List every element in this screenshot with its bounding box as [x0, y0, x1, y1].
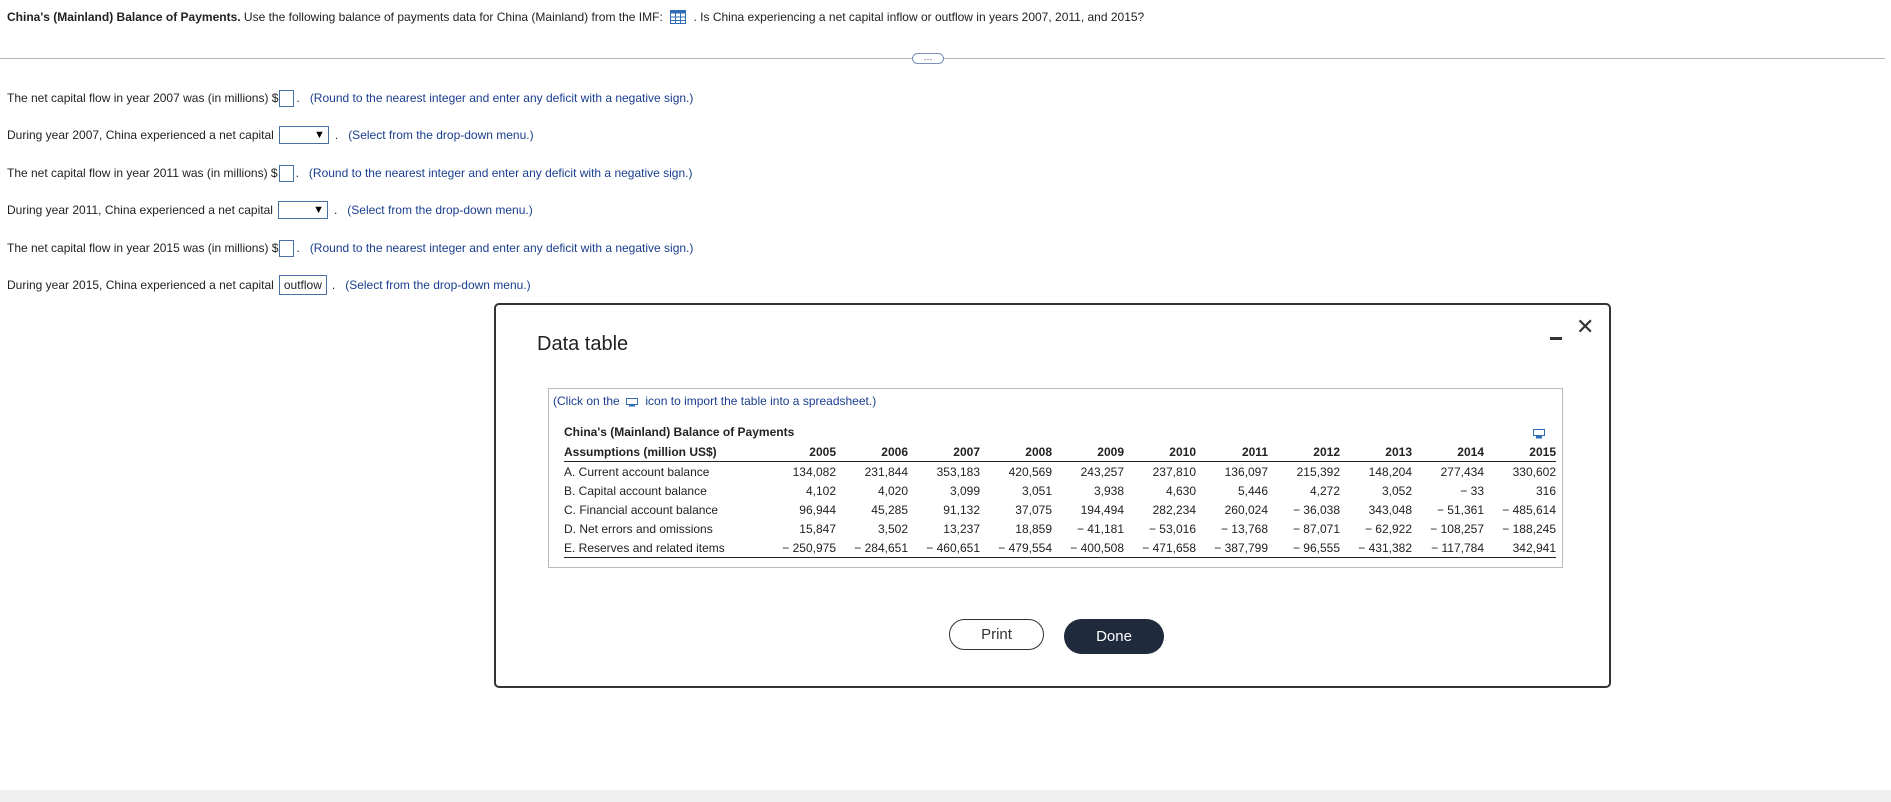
table-cell: 3,502 [877, 521, 908, 536]
table-cell: − 188,245 [1502, 521, 1556, 536]
table-cell: − 471,658 [1124, 538, 1196, 558]
close-icon[interactable]: ✕ [1576, 314, 1595, 339]
import-note-after: icon to import the table into a spreadsheet.) [645, 394, 877, 408]
answer-row-2007-flow [7, 88, 693, 108]
table-cell: 45,285 [871, 502, 908, 517]
table-cell: − 36,038 [1292, 502, 1340, 517]
column-header: 2009 [1052, 443, 1124, 462]
import-spreadsheet-icon[interactable] [1533, 426, 1545, 444]
table-cell: 215,392 [1296, 464, 1340, 479]
period-text: . [296, 241, 300, 255]
direction-2015-select[interactable]: outflow [279, 275, 327, 295]
row-hint: (Select from the drop-down menu.) [347, 203, 533, 217]
table-cell: − 96,555 [1268, 538, 1340, 558]
answer-row-2011-flow [7, 163, 693, 183]
period-text: . [333, 203, 338, 217]
table-cell: 136,097 [1224, 464, 1268, 479]
table-cell: − 41,181 [1076, 521, 1124, 536]
table-cell: 5,446 [1237, 483, 1268, 498]
import-note-before: (Click on the [553, 394, 620, 408]
table-cell: − 479,554 [980, 538, 1052, 558]
done-button[interactable]: Done [1064, 619, 1164, 654]
direction-2007-select[interactable] [279, 126, 329, 144]
dialog-title: Data table [537, 333, 629, 355]
table-cell: − 460,651 [908, 538, 980, 558]
table-cell: − 53,016 [1148, 521, 1196, 536]
row-prefix: The net capital flow in year 2007 was (in millions) $ [7, 91, 279, 105]
print-button[interactable]: Print [949, 619, 1044, 650]
table-cell: 282,234 [1152, 502, 1196, 517]
table-cell: − 284,651 [836, 538, 908, 558]
question-body: Use the following balance of payments data for China (Mainland) from the IMF: [243, 10, 663, 24]
table-cell: 13,237 [943, 521, 980, 536]
data-table-dialog [494, 303, 1611, 688]
net-capital-flow-2011-input[interactable] [279, 165, 294, 182]
column-header: 2013 [1340, 443, 1412, 462]
net-capital-flow-2007-input[interactable] [279, 90, 294, 107]
table-cell: 237,810 [1152, 464, 1196, 479]
table-cell: − 13,768 [1220, 521, 1268, 536]
table-cell: − 62,922 [1364, 521, 1412, 536]
table-cell: 91,132 [943, 502, 980, 517]
net-capital-flow-2015-input[interactable] [279, 240, 294, 257]
table-cell: 4,020 [877, 483, 908, 498]
table-row [564, 500, 1556, 519]
table-cell: 37,075 [1015, 502, 1052, 517]
table-cell: 420,569 [1008, 464, 1052, 479]
table-row [564, 462, 1556, 482]
row-prefix: The net capital flow in year 2011 was (in millions) $ [7, 166, 278, 180]
balance-of-payments-table [564, 443, 1556, 558]
period-text: . [295, 166, 299, 180]
expand-more-button[interactable]: … [912, 53, 944, 64]
row-hint: (Round to the nearest integer and enter any deficit with a negative sign.) [309, 91, 694, 105]
table-row [564, 538, 1556, 558]
question-title: China's (Mainland) Balance of Payments. [7, 10, 241, 24]
row-prefix: During year 2011, China experienced a net capital [7, 203, 273, 217]
table-frame [548, 388, 1563, 568]
table-cell: − 485,614 [1502, 502, 1556, 517]
direction-2011-select[interactable] [278, 201, 328, 219]
period-text: . [334, 128, 339, 142]
column-header: 2015 [1484, 443, 1556, 462]
period-text: . [296, 91, 300, 105]
table-cell: − 117,784 [1412, 538, 1484, 558]
row-hint: (Select from the drop-down menu.) [345, 278, 531, 292]
table-cell: − 33 [1460, 483, 1484, 498]
column-header: 2007 [908, 443, 980, 462]
table-cell: 316 [1535, 483, 1556, 498]
table-cell: 243,257 [1080, 464, 1124, 479]
answer-row-2007-direction [7, 125, 534, 145]
row-prefix: During year 2007, China experienced a net capital [7, 128, 274, 142]
question-text [7, 10, 1144, 27]
table-cell: 15,847 [799, 521, 836, 536]
row-label: C. Financial account balance [564, 502, 719, 517]
table-cell: 353,183 [936, 464, 980, 479]
table-cell: 342,941 [1484, 538, 1556, 558]
row-label: B. Capital account balance [564, 483, 707, 498]
table-cell: − 387,799 [1196, 538, 1268, 558]
row-hint: (Select from the drop-down menu.) [348, 128, 534, 142]
table-cell: 277,434 [1440, 464, 1484, 479]
row-hint: (Round to the nearest integer and enter any deficit with a negative sign.) [308, 166, 693, 180]
spreadsheet-icon [626, 396, 638, 410]
table-cell: − 51,361 [1436, 502, 1484, 517]
answer-row-2015-flow [7, 238, 693, 258]
column-header: 2014 [1412, 443, 1484, 462]
table-cell: 134,082 [792, 464, 836, 479]
period-text: . [331, 278, 336, 292]
minimize-icon[interactable] [1550, 337, 1562, 340]
table-cell: 231,844 [864, 464, 908, 479]
table-header-row [564, 443, 1556, 462]
table-row [564, 519, 1556, 538]
row-label: A. Current account balance [564, 464, 710, 479]
row-hint: (Round to the nearest integer and enter any deficit with a negative sign.) [309, 241, 694, 255]
table-cell: 4,272 [1309, 483, 1340, 498]
column-header: 2005 [764, 443, 836, 462]
row-prefix: During year 2015, China experienced a net capital [7, 278, 274, 292]
column-header: 2010 [1124, 443, 1196, 462]
column-header: 2012 [1268, 443, 1340, 462]
table-cell: 148,204 [1368, 464, 1412, 479]
table-cell: 3,052 [1381, 483, 1412, 498]
table-cell: − 431,382 [1340, 538, 1412, 558]
row-label: E. Reserves and related items [564, 538, 764, 558]
table-cell: 260,024 [1224, 502, 1268, 517]
table-cell: 4,630 [1165, 483, 1196, 498]
table-cell: 330,602 [1512, 464, 1556, 479]
table-cell: − 400,508 [1052, 538, 1124, 558]
table-cell: 18,859 [1015, 521, 1052, 536]
table-cell: − 250,975 [764, 538, 836, 558]
table-cell: 194,494 [1080, 502, 1124, 517]
table-cell: 3,051 [1021, 483, 1052, 498]
column-header: Assumptions (million US$) [564, 443, 764, 462]
table-cell: 4,102 [805, 483, 836, 498]
table-cell: 3,099 [949, 483, 980, 498]
answer-row-2011-direction [7, 200, 533, 220]
data-table-icon[interactable] [670, 10, 686, 27]
table-cell: 96,944 [799, 502, 836, 517]
answer-row-2015-direction [7, 275, 531, 295]
table-row [564, 481, 1556, 500]
dropdown-arrow-icon: ▼ [313, 129, 325, 141]
table-cell: − 87,071 [1292, 521, 1340, 536]
column-header: 2008 [980, 443, 1052, 462]
row-label: D. Net errors and omissions [564, 521, 713, 536]
table-title: China's (Mainland) Balance of Payments [564, 425, 795, 439]
column-header: 2011 [1196, 443, 1268, 462]
import-note [553, 394, 876, 410]
column-header: 2006 [836, 443, 908, 462]
table-cell: 343,048 [1368, 502, 1412, 517]
table-cell: 3,938 [1093, 483, 1124, 498]
dropdown-arrow-icon: ▼ [313, 204, 324, 216]
row-prefix: The net capital flow in year 2015 was (in millions) $ [7, 241, 279, 255]
table-cell: − 108,257 [1430, 521, 1484, 536]
question-body-end: . Is China experiencing a net capital inflow or outflow in years 2007, 2011, and 2015? [693, 10, 1145, 24]
footer-bar [0, 790, 1891, 802]
